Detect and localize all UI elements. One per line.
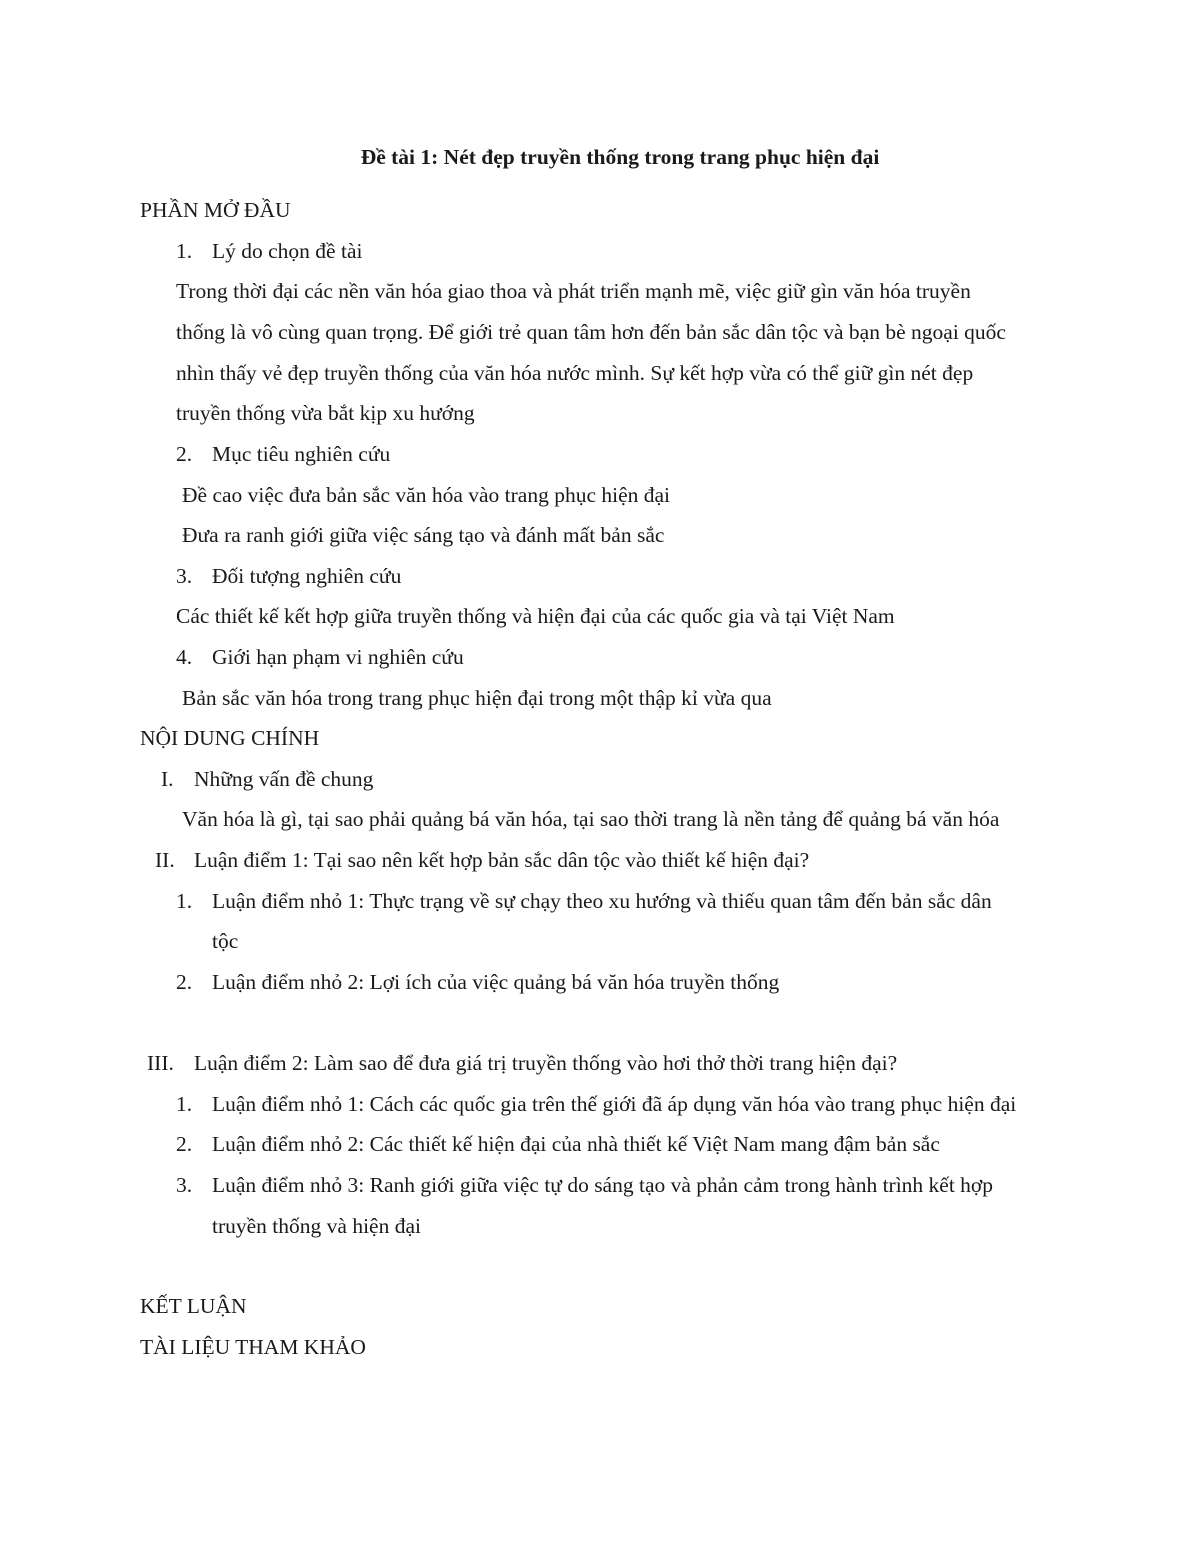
- section-3-point-2-line-1: Luận điểm nhỏ 2: Các thiết kế hiện đại của nhà thiết kế Việt Nam mang đậm bản sắc: [212, 1132, 940, 1156]
- conclusion-heading: KẾT LUẬN: [140, 1294, 247, 1318]
- section-3-point-2-number: 2.: [176, 1132, 193, 1156]
- intro-item-3-number: 3.: [176, 564, 193, 588]
- section-2-point-2-number: 2.: [176, 970, 193, 994]
- section-2-point-1-line-2: tộc: [212, 929, 239, 953]
- section-1-number: I.: [161, 767, 174, 791]
- section-3-point-1-number: 1.: [176, 1092, 193, 1116]
- intro-item-2-body-line-2: Đưa ra ranh giới giữa việc sáng tạo và đánh mất bản sắc: [182, 523, 665, 547]
- intro-item-1-body-line-1: Trong thời đại các nền văn hóa giao thoa và phát triển mạnh mẽ, việc giữ gìn văn hóa truyền: [176, 279, 971, 303]
- intro-item-1-number: 1.: [176, 239, 193, 263]
- section-3-point-1-line-1: Luận điểm nhỏ 1: Cách các quốc gia trên thế giới đã áp dụng văn hóa vào trang phục hiện đại: [212, 1092, 1017, 1116]
- intro-item-1-body-line-3: nhìn thấy vẻ đẹp truyền thống của văn hóa nước mình. Sự kết hợp vừa có thể giữ gìn nét đẹp: [176, 361, 974, 385]
- main-heading: NỘI DUNG CHÍNH: [140, 726, 320, 750]
- section-2-point-1-line-1: Luận điểm nhỏ 1: Thực trạng về sự chạy theo xu hướng và thiếu quan tâm đến bản sắc dân: [212, 889, 992, 913]
- references-heading: TÀI LIỆU THAM KHẢO: [140, 1335, 366, 1359]
- intro-item-1-body-line-2: thống là vô cùng quan trọng. Để giới trẻ quan tâm hơn đến bản sắc dân tộc và bạn bè ngoại quốc: [176, 320, 1006, 344]
- intro-item-2-body-line-1: Đề cao việc đưa bản sắc văn hóa vào trang phục hiện đại: [182, 483, 671, 507]
- section-2-point-2-line-1: Luận điểm nhỏ 2: Lợi ích của việc quảng bá văn hóa truyền thống: [212, 970, 780, 994]
- intro-item-1-body-line-4: truyền thống vừa bắt kịp xu hướng: [176, 401, 475, 425]
- section-1-body: Văn hóa là gì, tại sao phải quảng bá văn hóa, tại sao thời trang là nền tảng để quảng bá văn hóa: [182, 807, 1000, 831]
- intro-item-4-number: 4.: [176, 645, 193, 669]
- section-3-point-3-line-2: truyền thống và hiện đại: [212, 1214, 421, 1238]
- section-2-number: II.: [155, 848, 175, 872]
- intro-item-4-body-line-1: Bản sắc văn hóa trong trang phục hiện đại trong một thập kỉ vừa qua: [182, 686, 772, 710]
- document-title: Đề tài 1: Nét đẹp truyền thống trong trang phục hiện đại: [360, 145, 880, 169]
- section-3-label: Luận điểm 2: Làm sao để đưa giá trị truyền thống vào hơi thở thời trang hiện đại?: [194, 1051, 898, 1075]
- section-2-label: Luận điểm 1: Tại sao nên kết hợp bản sắc dân tộc vào thiết kế hiện đại?: [194, 848, 810, 872]
- section-3-point-3-line-1: Luận điểm nhỏ 3: Ranh giới giữa việc tự do sáng tạo và phản cảm trong hành trình kết hợp: [212, 1173, 994, 1197]
- section-1-label: Những vấn đề chung: [194, 767, 374, 791]
- intro-heading: PHẦN MỞ ĐẦU: [140, 198, 291, 222]
- intro-item-1-label: Lý do chọn đề tài: [212, 239, 363, 263]
- section-2-point-1-number: 1.: [176, 889, 193, 913]
- intro-item-2-label: Mục tiêu nghiên cứu: [212, 442, 391, 466]
- intro-item-4-label: Giới hạn phạm vi nghiên cứu: [212, 645, 464, 669]
- intro-item-2-number: 2.: [176, 442, 193, 466]
- intro-item-3-label: Đối tượng nghiên cứu: [212, 564, 402, 588]
- section-3-point-3-number: 3.: [176, 1173, 193, 1197]
- section-3-number: III.: [147, 1051, 174, 1075]
- intro-item-3-body-line-1: Các thiết kế kết hợp giữa truyền thống và hiện đại của các quốc gia và tại Việt Nam: [176, 604, 895, 628]
